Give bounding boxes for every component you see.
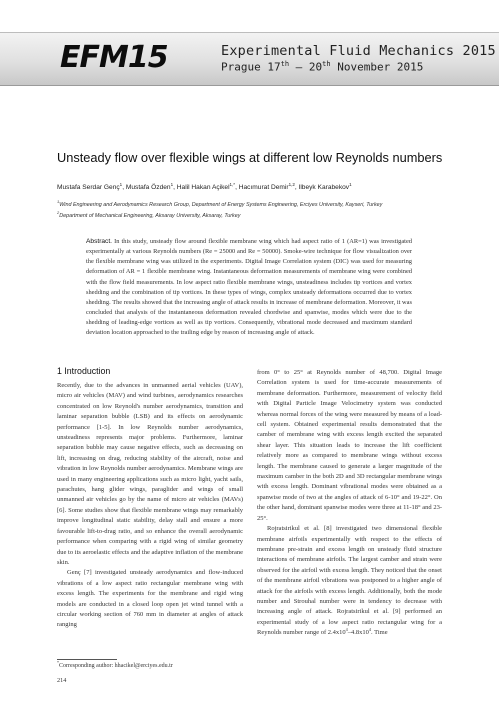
paper-title: Unsteady flow over flexible wings at different low Reynolds numbers [57, 150, 443, 165]
page-number: 214 [57, 677, 67, 684]
author: Mustafa Özden [125, 184, 171, 192]
efm15-logo: EFM15 [60, 40, 168, 75]
body-column-left [57, 381, 243, 631]
abstract-text: In this study, unsteady flow around flexible membrane wing which had aspect ratio of 1 (AR=1) was investigated experimentally at various Reynolds numbers (Re = 25000 and Re = 50000). Smoke-wire technique for flow visualization over the flexible membrane wing was utilized in the experiments. Digital Image Correlation system (DIC) was used for measuring deformation of AR = 1 flexible membrane wing. Instantaneous deformation measurements of membrane wing were combined with the flow field measurements. In low aspect ratio flexible membrane wings, unsteadiness includes tip vortices and vortex shedding and the combination of tip vortices. In these types of wings, complex unsteady deformations occurred due to vortex shedding. The results showed that the increasing angle of attack results in increase of membrane deformation. Moreover, it was concluded that analysis of the instantaneous deformation revealed chordwise and spanwise, modes which were due to the shedding of leading-edge vortices as well as tip vortices. Consequently, vibrational mode decreased and maximum standard deviation location approached to the trailing edge by reason of increasing angle of attack. [86, 238, 412, 337]
affiliation-2: $^2$Department of Mechanical Engineering, Aksaray University, Aksaray, Turkey [57, 209, 241, 219]
conference-name: Experimental Fluid Mechanics 2015 [221, 43, 496, 59]
conference-header [0, 32, 499, 86]
section-heading: 1 Introduction [57, 366, 111, 376]
conference-place-date: Prague 17th – 20th November 2015 [221, 60, 424, 74]
author-list: Mustafa Serdar Genç$^1$, Mustafa Özden$^1$, Halil Hakan Açikel$^{1,*}$, Hacımurat Demir$^{1,2}$, Ilbeyk Karabekov$^1$ [57, 182, 352, 192]
body-column-right [257, 368, 442, 639]
paragraph: Genç [7] investigated unsteady aerodynamics and flow-induced vibrations of a low aspect ratio rectangular membrane wing with excess length. The experiments for the membrane and rigid wing models are conducted in a closed loop open jet wind tunnel with a circular working section of 760 mm in diameter at angles of attack ranging [57, 569, 243, 629]
paragraph: Rojratsirikul et al. [8] investigated two dimensional flexible membrane airfoils experimentally with respect to the effects of membrane pre-strain and excess length on unsteady fluid structure interactions of membrane airfoils. The largest camber and strain were observed for the airfoil with excess length. They noticed that the onset of the membrane airfoil vibrations was postponed to a higher angle of attack for the airfoils with excess length. Additionally, both the mode number and Strouhal number were in tendency to decrease with increasing angle of attack. Rojratsirikul et al. [9] performed an experimental study of a low aspect ratio rectangular wing for a Reynolds number range of $2.4x10^4-4.8x10^4$. Time [257, 525, 442, 637]
paragraph: from 0° to 25° at Reynolds number of 48,700. Digital Image Correlation system is used for time-accurate measurements of membrane deformation. Furthermore, measurement of velocity field with Digital Particle Image Velocimetry system was conducted whereas normal forces of the wing were measured by means of a load-cell system. Obtained experimental results demonstrated that the camber of membrane wing with excess length excited the separated shear layer. This situation leads to increase the lift coefficient relatively more as compared to membrane wings without excess length. The membrane caused to generate a larger magnitude of the maximum camber in the both 2D and 3D rectangular membrane wings with excess length. Dominant vibrational modes were obtained as a spanwise mode of two at the angles of attack of 6-10° and 19-22°. On the other hand, dominant spanwise modes were three at 11-18° and 23-25°. [257, 369, 442, 522]
abstract [86, 237, 412, 339]
paragraph: Recently, due to the advances in unmanned aerial vehicles (UAV), micro air vehicles (MAV) and wind turbines, aerodynamics researches concentrated on low Reynold's number aerodynamics, transition and laminar separation bubble (LSB) and its effects on aerodynamic performance [1-5]. In low Reynolds number aerodynamics, unsteadiness represents major problems. Furthermore, laminar separation bubble may cause negative effects, such as decreasing on lift, increasing on drag, reducing stability of the aircraft, noise and vibration in low Reynolds number aerodynamics. Membrane wings are used in many engineering applications such as micro light, yacht sails, parachutes, hang glider wings, paraglider and wings of small unmanned air vehicles go by the name of micro air vehicles (MAVs) [6]. Some studies show that flexible membrane wings may remarkably improve longitudinal static stability, delay stall and ensure a more favourable lift-to-drag ratio, and so enhance the overall aerodynamic performance when comparing with a rigid wing of similar geometry due to its aeroelastic effects and the adaptive inflation of the membrane skin. [57, 382, 243, 566]
abstract-label: Abstract. [86, 238, 113, 245]
author: Hacımurat Demir [238, 184, 289, 192]
footnote: *Corresponding author: hhacikel@erciyes.edu.tr [57, 660, 173, 669]
author: Mustafa Serdar Genç [57, 184, 120, 192]
author: Halil Hakan Açikel [176, 184, 230, 192]
author: Ilbeyk Karabekov [298, 184, 350, 192]
affiliations [57, 198, 482, 220]
affiliation-1: $^1$Wind Engineering and Aerodynamics Research Group, Department of Energy Systems Engineering, Erciyes University, Kayseri, Turkey [57, 199, 383, 208]
